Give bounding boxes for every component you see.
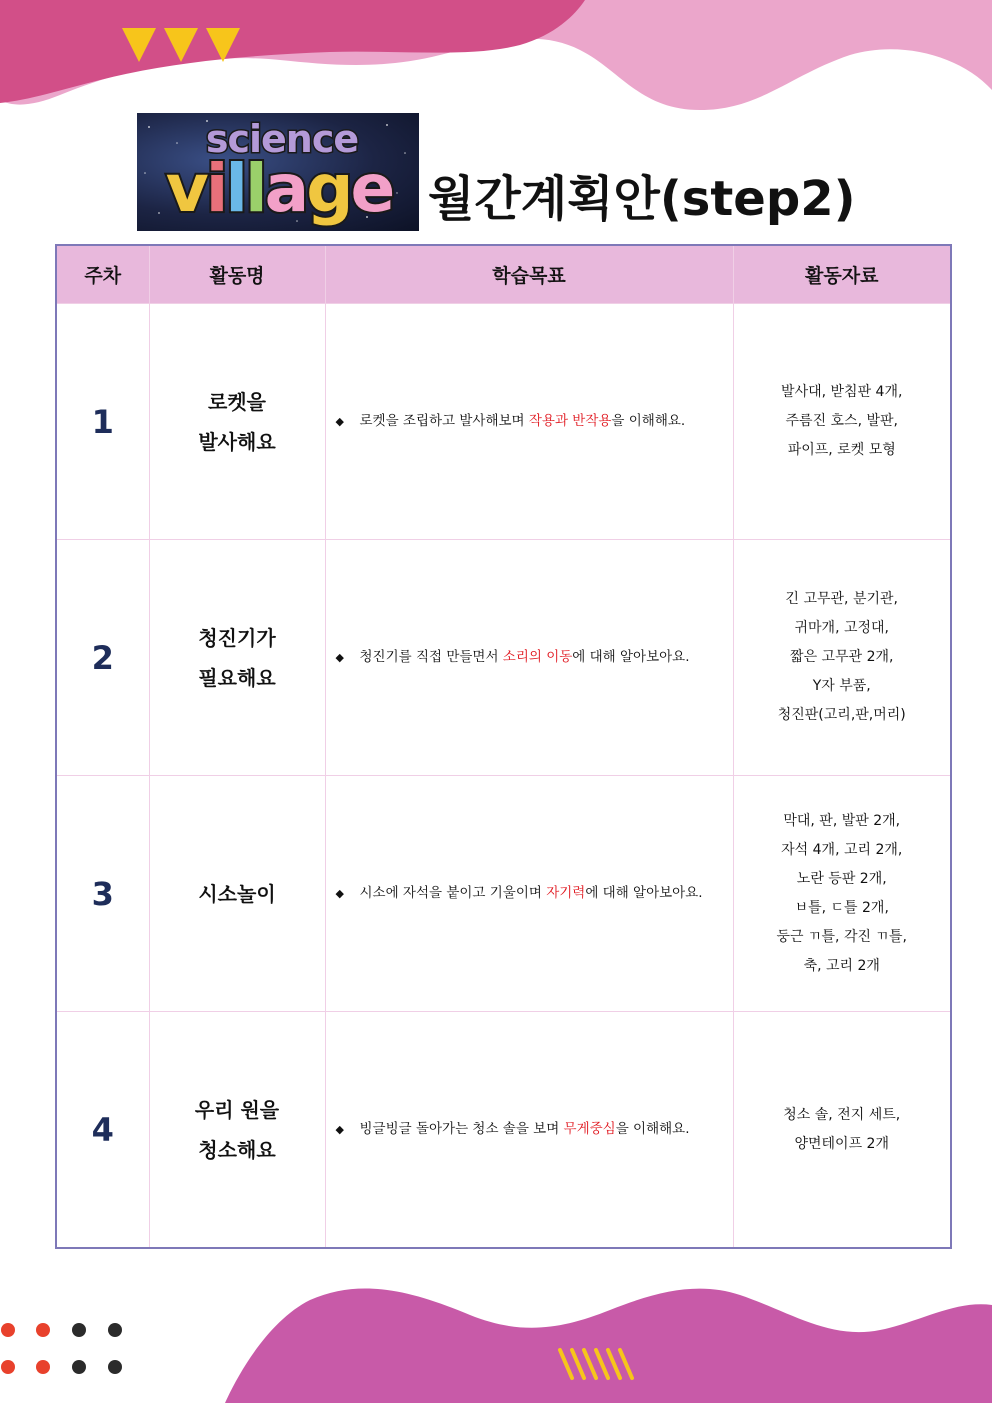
table-header-row (56, 245, 951, 304)
goal-highlight: 소리의 이동 (502, 649, 573, 665)
logo-village-text: village (165, 150, 393, 227)
header-materials: 활동자료 (733, 245, 951, 304)
activity-name: 시소놀이 (149, 776, 325, 1012)
diamond-bullet-icon: ◆ (335, 1123, 344, 1136)
learning-goal: ◆ 시소에 자석을 붙이고 기울이며 자기력에 대해 알아보아요. (325, 776, 733, 1012)
science-village-logo (137, 113, 419, 231)
learning-goal: ◆ 청진기를 직접 만들면서 소리의 이동에 대해 알아보아요. (325, 540, 733, 776)
goal-highlight: 무게중심 (563, 1121, 616, 1137)
monthly-plan-table (55, 244, 952, 1249)
top-wave-decoration (0, 0, 992, 130)
activity-name: 로켓을 발사해요 (149, 304, 325, 540)
bunting-triangles-icon (122, 28, 240, 62)
table-row (56, 304, 951, 540)
materials: 긴 고무관, 분기관, 귀마개, 고정대, 짧은 고무관 2개, Y자 부품, 청진판(고리,판,머리) (733, 540, 951, 776)
page-title: 월간계획안(step2) (428, 171, 856, 227)
week-number: 1 (56, 304, 149, 540)
goal-highlight: 자기력 (546, 885, 586, 901)
header-week: 주차 (56, 245, 149, 304)
week-number: 2 (56, 540, 149, 776)
learning-goal: ◆ 로켓을 조립하고 발사해보며 작용과 반작용을 이해해요. (325, 304, 733, 540)
materials: 청소 솔, 전지 세트, 양면테이프 2개 (733, 1012, 951, 1249)
activity-name: 청진기가 필요해요 (149, 540, 325, 776)
diamond-bullet-icon: ◆ (335, 887, 344, 900)
week-number: 3 (56, 776, 149, 1012)
materials: 발사대, 받침판 4개, 주름진 호스, 발판, 파이프, 로켓 모형 (733, 304, 951, 540)
bottom-wave-decoration (0, 1260, 992, 1403)
dot-grid-icon (1, 1323, 122, 1374)
table-row (56, 1012, 951, 1249)
logo-science-text: science (205, 117, 359, 161)
table-row (56, 540, 951, 776)
materials: 막대, 판, 발판 2개, 자석 4개, 고리 2개, 노란 등판 2개, ㅂ틀, ㄷ틀 2개, 둥근 ㄲ틀, 각진 ㄲ틀, 축, 고리 2개 (733, 776, 951, 1012)
goal-highlight: 작용과 반작용 (528, 413, 612, 429)
diamond-bullet-icon: ◆ (335, 651, 344, 664)
learning-goal: ◆ 빙글빙글 돌아가는 청소 솔을 보며 무게중심을 이해해요. (325, 1012, 733, 1249)
diamond-bullet-icon: ◆ (335, 415, 344, 428)
table-row (56, 776, 951, 1012)
week-number: 4 (56, 1012, 149, 1249)
header-activity-name: 활동명 (149, 245, 325, 304)
activity-name: 우리 원을 청소해요 (149, 1012, 325, 1249)
header-learning-goal: 학습목표 (325, 245, 733, 304)
